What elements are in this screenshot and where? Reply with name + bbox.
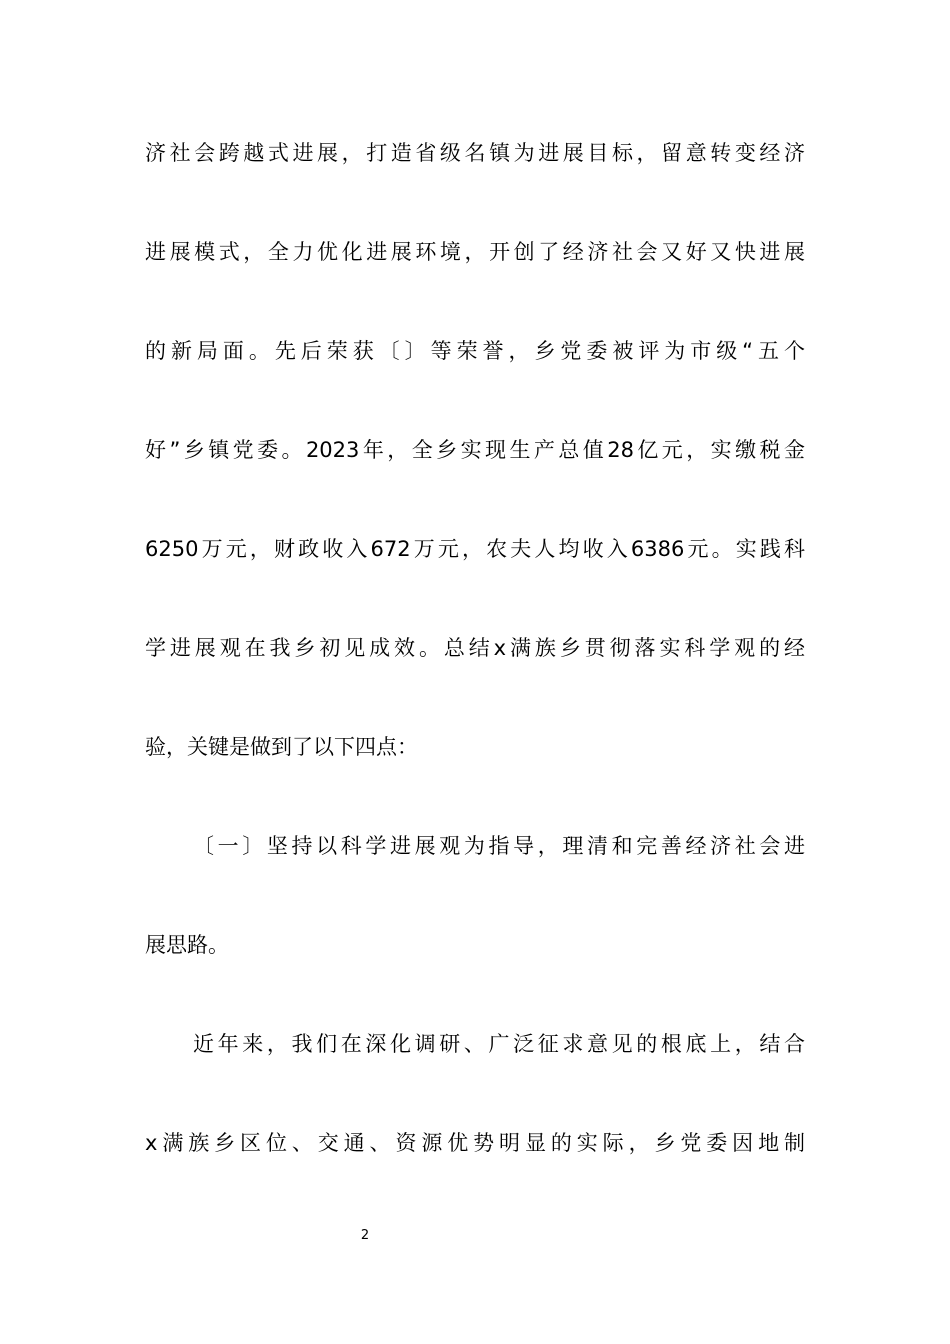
page-number: 2: [360, 1228, 370, 1243]
text-line: 济社会跨越式进展，打造省级名镇为进展目标，留意转变经济: [145, 141, 805, 165]
text-line: 6250万元，财政收入672万元，农夫人均收入6386元。实践科: [145, 537, 805, 561]
text-line: 好”乡镇党委。2023年，全乡实现生产总值28亿元，实缴税金: [145, 438, 805, 462]
text-line: 验，关键是做到了以下四点：: [145, 735, 418, 759]
section-heading-line: 〔一〕坚持以科学进展观为指导，理清和完善经济社会进: [193, 834, 805, 858]
text-line: 的新局面。先后荣获〔〕等荣誉，乡党委被评为市级“五个: [145, 339, 805, 363]
text-line: x满族乡区位、交通、资源优势明显的实际，乡党委因地制: [145, 1131, 805, 1155]
section-heading-line: 展思路。: [145, 933, 229, 957]
text-line: 学进展观在我乡初见成效。总结x满族乡贯彻落实科学观的经: [145, 636, 805, 660]
text-line: 进展模式，全力优化进展环境，开创了经济社会又好又快进展: [145, 240, 805, 264]
paragraph-first-line: 近年来，我们在深化调研、广泛征求意见的根底上，结合: [193, 1032, 805, 1056]
